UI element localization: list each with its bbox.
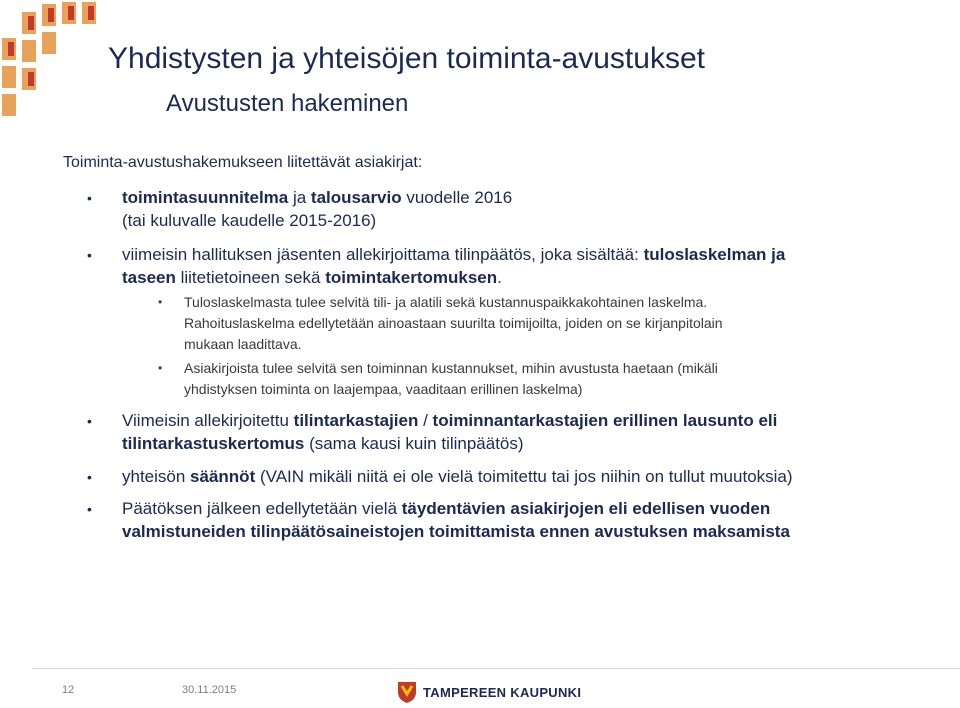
footer-date: 30.11.2015 xyxy=(182,684,237,696)
sub-bullet-line: Tuloslaskelmasta tulee selvitä tili- ja alatili sekä kustannuspaikkakohtainen laskelma. xyxy=(184,294,708,310)
bullet-line xyxy=(122,244,912,266)
text-run: / xyxy=(418,411,433,430)
slide-title: Yhdistysten ja yhteisöjen toiminta-avustukset xyxy=(108,42,705,75)
bold-run: toiminnantarkastajien erillinen lausunto eli xyxy=(432,411,778,430)
city-crest-icon xyxy=(396,680,418,704)
sub-bullet-line: yhdistyksen toiminta on laajempaa, vaaditaan erillinen laskelma) xyxy=(184,381,583,397)
bold-run: tilintarkastajien xyxy=(293,411,419,430)
bullet-dot-icon: • xyxy=(158,295,163,309)
bold-run: säännöt xyxy=(190,467,256,486)
bullet-line xyxy=(122,466,912,488)
text-run: liitetietoineen sekä xyxy=(175,268,326,287)
sub-bullet-line: mukaan laadittava. xyxy=(184,336,302,352)
text-run: (sama kausi kuin tilinpäätös) xyxy=(304,434,524,453)
text-run: Päätöksen jälkeen edellytetään vielä xyxy=(122,499,402,518)
bullet-line xyxy=(122,521,912,543)
bullet-line xyxy=(122,187,912,209)
text-run: ja xyxy=(288,188,311,207)
bold-run: valmistuneiden tilinpäätösaineistojen toimittamista ennen avustuksen maksamista xyxy=(122,522,790,541)
bullet-line xyxy=(122,210,912,232)
bullet-line xyxy=(122,410,912,432)
slide-subtitle: Avustusten hakeminen xyxy=(166,90,409,117)
bullet-line xyxy=(122,433,912,455)
text-run: (tai kuluvalle kaudelle 2015-2016) xyxy=(122,211,377,230)
bullet-dot-icon: • xyxy=(87,247,92,263)
text-run: Viimeisin allekirjoitettu xyxy=(122,411,294,430)
bullet-line xyxy=(122,498,912,520)
bullet-dot-icon: • xyxy=(158,361,163,375)
text-run: . xyxy=(497,268,502,287)
text-run: viimeisin hallituksen jäsenten allekirjoittama tilinpäätös, joka sisältää: xyxy=(122,245,644,264)
footer-divider xyxy=(32,668,960,669)
bold-run: toimintasuunnitelma xyxy=(122,188,289,207)
sub-bullet-line: Rahoituslaskelma edellytetään ainoastaan suurilta toimijoilta, joiden on se kirjanpitolain xyxy=(184,315,723,331)
text-run: vuodelle 2016 xyxy=(401,188,513,207)
bold-run: taseen xyxy=(122,268,176,287)
bullet-dot-icon: • xyxy=(87,469,92,485)
text-run: (VAIN mikäli niitä ei ole vielä toimitettu tai jos niihin on tullut muutoksia) xyxy=(255,467,793,486)
bullet-dot-icon: • xyxy=(87,190,92,206)
bold-run: tilintarkastuskertomus xyxy=(122,434,305,453)
city-name: TAMPEREEN KAUPUNKI xyxy=(423,685,582,700)
bullet-dot-icon: • xyxy=(87,413,92,429)
text-run: yhteisön xyxy=(122,467,191,486)
page-number: 12 xyxy=(62,684,75,696)
bullet-dot-icon: • xyxy=(87,501,92,517)
sub-bullet-line: Asiakirjoista tulee selvitä sen toiminnan kustannukset, mihin avustusta haetaan (mikäli xyxy=(184,360,718,376)
bold-run: talousarvio xyxy=(310,188,402,207)
bold-run: tuloslaskelman ja xyxy=(643,245,786,264)
intro-text: Toiminta-avustushakemukseen liitettävät asiakirjat: xyxy=(63,154,423,171)
bold-run: täydentävien asiakirjojen eli edellisen vuoden xyxy=(401,499,771,518)
bullet-line xyxy=(122,267,912,289)
bold-run: toimintakertomuksen xyxy=(325,268,498,287)
